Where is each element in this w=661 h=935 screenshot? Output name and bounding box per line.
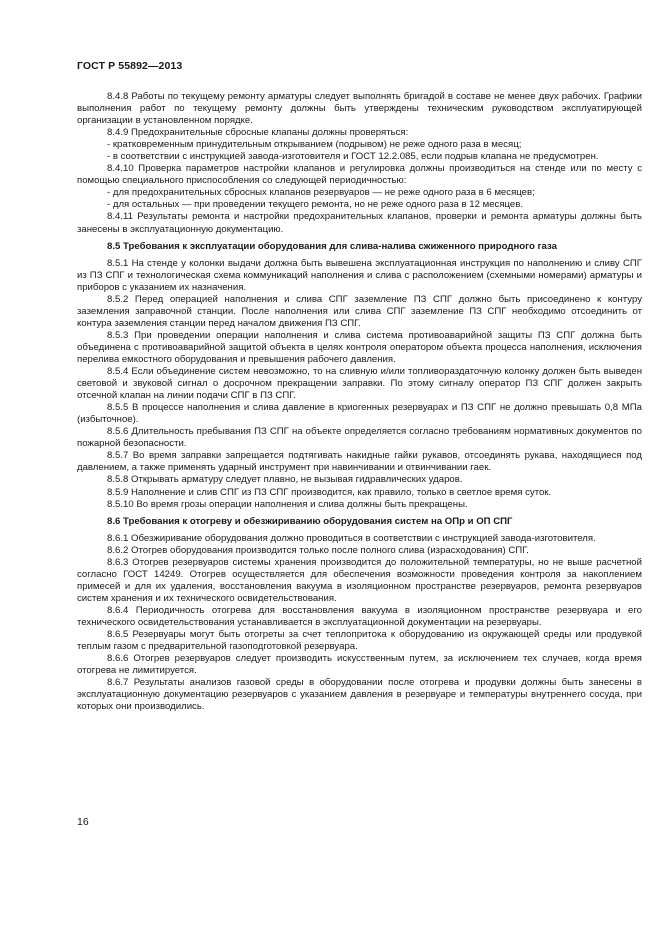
paragraph: 8.6.2 Отогрев оборудования производится только после полного слива (израсходования) СПГ.	[107, 544, 529, 556]
paragraph: 8.5.8 Открывать арматуру следует плавно, не вызывая гидравлических ударов.	[107, 474, 463, 486]
paragraph: 8.5.2 Перед операцией наполнения и слива СПГ заземление ПЗ СПГ должно быть присоединено к контуру заземления заправочной станции. После наполнения или слива СПГ заземление ПЗ СПГ необходимо отсоединить от контура заземления станции перед началом движения ПЗ СПГ.	[77, 293, 642, 329]
list-item: - в соответствии с инструкцией завода-изготовителя и ГОСТ 12.2.085, если подрыв клапана не предусмотрен.	[107, 151, 599, 163]
paragraph: 8.4.8 Работы по текущему ремонту арматуры следует выполнять бригадой в составе не менее двух рабочих. Графики выполнения работ по текущему ремонту должны быть утверждены техническим руководством эксплуатирующей организации в установленном порядке.	[77, 91, 642, 127]
list-item: - для предохранительных сбросных клапанов резервуаров — не реже одного раза в 6 месяцев;	[107, 187, 535, 199]
paragraph: 8.5.10 Во время грозы операции наполнения и слива должны быть прекращены.	[107, 498, 468, 510]
paragraph: 8.6.4 Периодичность отогрева для восстановления вакуума в изоляционном пространстве резервуара и его технического освидетельствования устанавливается в эксплуатационной документации на резервуары.	[77, 604, 642, 628]
section-heading: 8.5 Требования к эксплуатации оборудования для слива-налива сжиженного природного газа	[107, 240, 557, 252]
document-header: ГОСТ Р 55892—2013	[77, 60, 183, 72]
paragraph: 8.6.7 Результаты анализов газовой среды в оборудовании после отогрева и продувки должны быть занесены в эксплуатационную документацию резервуаров с указанием давления в резервуаре и температуры внутреннего сосуда, при которых они производились.	[77, 677, 642, 713]
page-number: 16	[77, 816, 89, 828]
paragraph: 8.6.3 Отогрев резервуаров системы хранения производится до положительной температуры, но не выше расчетной согласно ГОСТ 14249. Отогрев осуществляется для обеспечения возможности проведения контроля за накоплением примесей и для их удаления, восстановления вакуума в изоляционном пространстве резервуаров, ремонта резервуаров систем хранения и их технического освидетельствования.	[77, 556, 642, 604]
paragraph: 8.6.5 Резервуары могут быть отогреты за счет теплопритока к оборудованию из окружающей среды или продувкой теплым газом с предварительной газоподготовкой резервуара.	[77, 629, 642, 653]
section-heading: 8.6 Требования к отогреву и обезжириванию оборудования систем на ОПр и ОП СПГ	[107, 515, 513, 527]
paragraph: 8.5.7 Во время заправки запрещается подтягивать накидные гайки рукавов, отсоединять рукава, находящиеся под давлением, а также применять ударный инструмент при навинчивании и отвинчивании гаек.	[77, 450, 642, 474]
document-body	[77, 91, 642, 713]
list-item: - для остальных — при проведении текущего ремонта, но не реже одного раза в 12 месяцев.	[107, 199, 524, 211]
paragraph: 8.5.5 В процессе наполнения и слива давление в криогенных резервуарах и ПЗ СПГ не должно превышать 0,8 МПа (избыточное).	[77, 402, 642, 426]
paragraph: 8.5.3 При проведении операции наполнения и слива система противоаварийной защиты ПЗ СПГ должна быть объединена с противоаварийной защитой объекта в целях контроля оператором объекта процесса наполнения, исключения перелива емкостного оборудования и превышения рабочего давления.	[77, 329, 642, 365]
paragraph: 8.5.4 Если объединение систем невозможно, то на сливную и/или топливораздаточную колонку должен быть выведен световой и звуковой сигнал о досрочном прекращении заправки. По этому сигналу оператор ПЗ СПГ должен закрыть отсечной клапан на линии подачи СПГ в ПЗ СПГ.	[77, 366, 642, 402]
paragraph: 8.4.11 Результаты ремонта и настройки предохранительных клапанов, проверки и ремонта арматуры должны быть занесены в эксплуатационную документацию.	[77, 211, 642, 235]
paragraph: 8.4.9 Предохранительные сбросные клапаны должны проверяться:	[107, 127, 409, 139]
paragraph: 8.6.6 Отогрев резервуаров следует производить искусственным путем, за исключением тех случаев, когда время отогрева не лимитируется.	[77, 653, 642, 677]
paragraph: 8.6.1 Обезжиривание оборудования должно проводиться в соответствии с инструкцией завода-изготовителя.	[107, 532, 596, 544]
list-item: - кратковременным принудительным открыванием (подрывом) не реже одного раза в месяц;	[107, 139, 522, 151]
paragraph: 8.5.9 Наполнение и слив СПГ из ПЗ СПГ производится, как правило, только в светлое время суток.	[107, 486, 552, 498]
paragraph: 8.4.10 Проверка параметров настройки клапанов и регулировка должны производиться на стенде или по месту с помощью специального приспособления со следующей периодичностью:	[77, 163, 642, 187]
paragraph: 8.5.6 Длительность пребывания ПЗ СПГ на объекте определяется согласно требованиям нормативных документов по пожарной безопасности.	[77, 426, 642, 450]
paragraph: 8.5.1 На стенде у колонки выдачи должна быть вывешена эксплуатационная инструкция по наполнению и сливу СПГ из ПЗ СПГ и технологическая схема коммуникаций наполнения и слива с расположением (схемными номерами) арматуры и приборов с указанием их назначения.	[77, 257, 642, 293]
